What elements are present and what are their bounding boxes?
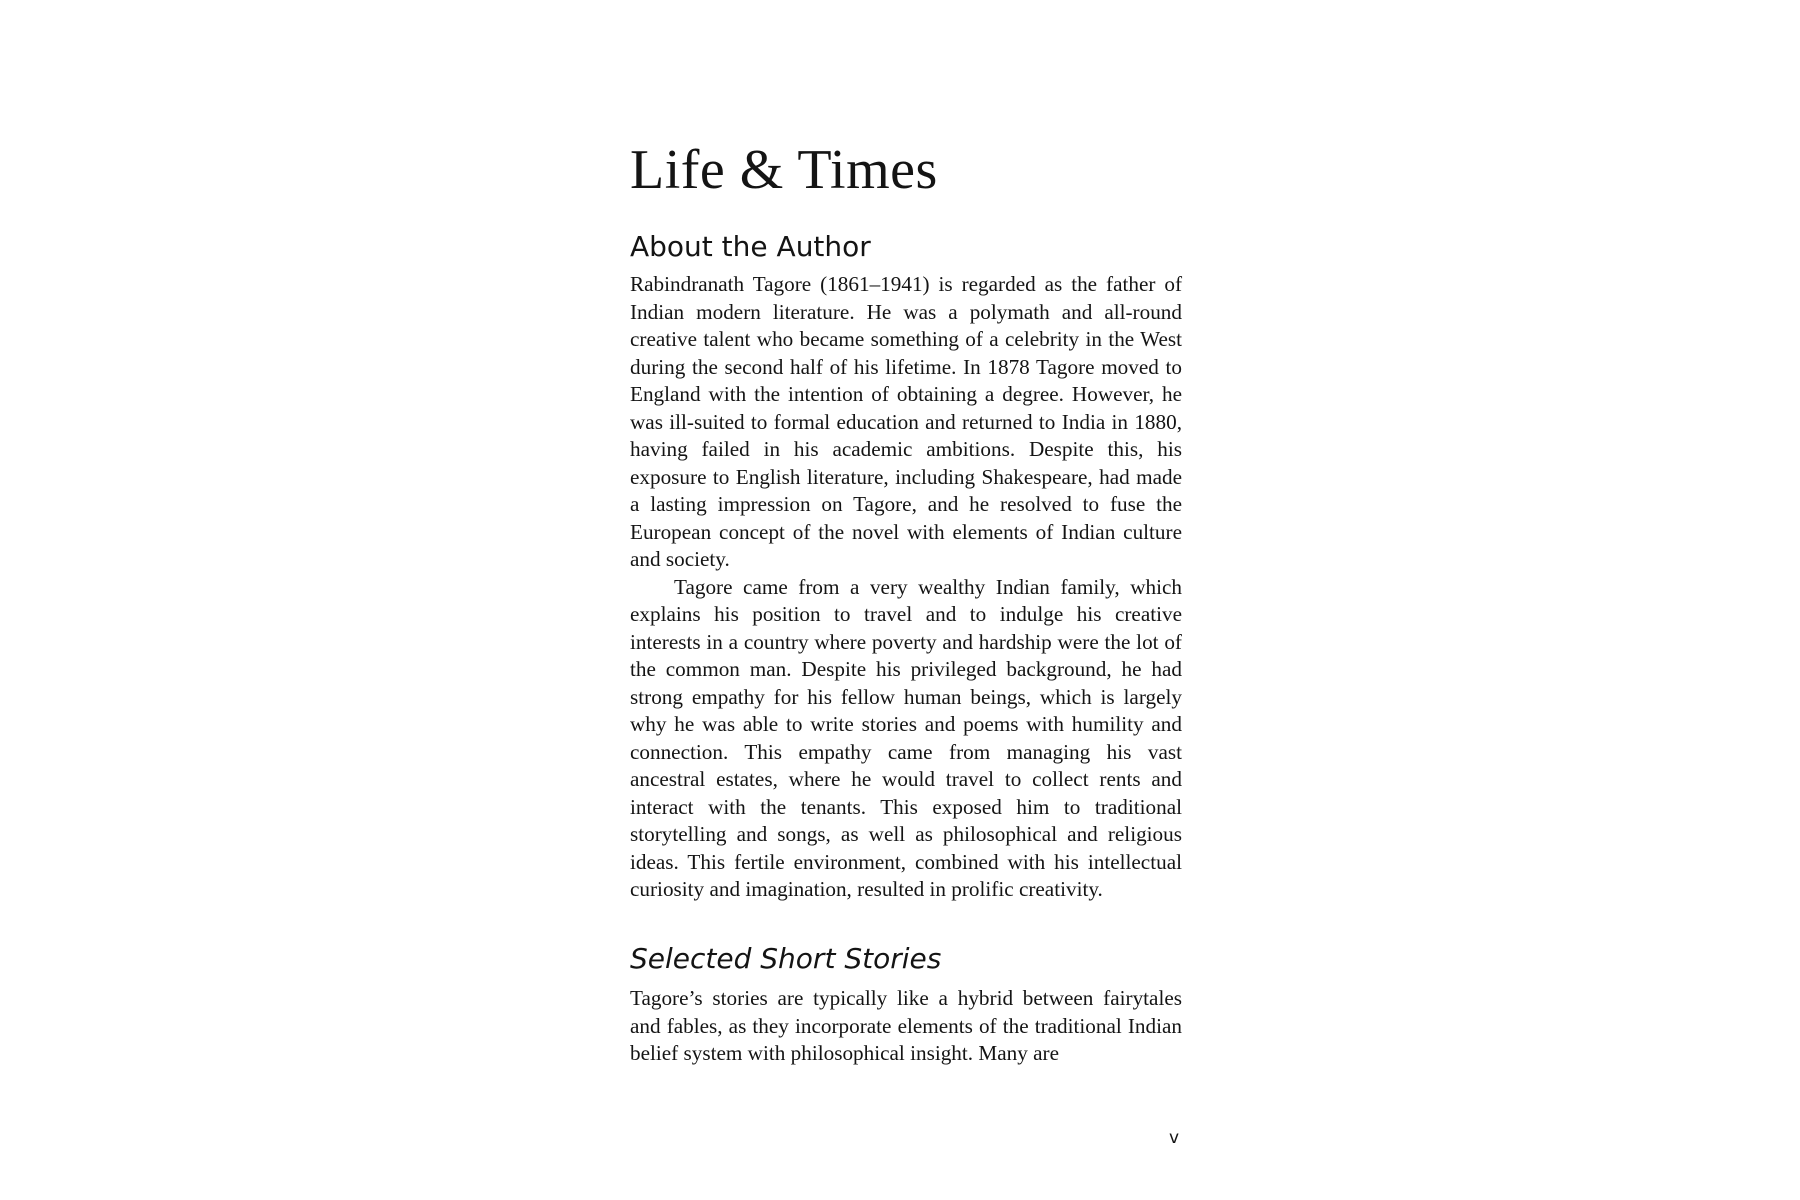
section-heading-about-author: About the Author <box>630 229 871 263</box>
paragraph-stories-1: Tagore’s stories are typically like a hybrid between fairytales and fables, as they incorporate elements of the traditional Indian belief system with philosophical insight. Many are <box>630 986 1182 1066</box>
section-heading-selected-stories: Selected Short Stories <box>630 941 942 975</box>
paragraph-author-2: Tagore came from a very wealthy Indian family, which explains his position to travel and to indulge his creative interests in a country where poverty and hardship were the lot of the common man. Despite his privileged background, he had strong empathy for his fellow human beings, which is largely why he was able to write stories and poems with humility and connection. This empathy came from managing his vast ancestral estates, where he would travel to collect rents and interact with the tenants. This exposed him to traditional storytelling and songs, as well as philosophical and religious ideas. This fertile environment, combined with his intellectual curiosity and imagination, resulted in prolific creativity. <box>630 574 1182 902</box>
page-title: Life & Times <box>630 139 938 201</box>
paragraph-author-1: Rabindranath Tagore (1861–1941) is regarded as the father of Indian modern literature. He was a polymath and all-round creative talent who became something of a celebrity in the West during the second half of his lifetime. In 1878 Tagore moved to England with the intention of obtaining a degree. However, he was ill-suited to formal education and returned to India in 1880, having failed in his academic ambitions. Despite this, his exposure to English literature, including Shakespeare, had made a lasting impression on Tagore, and he resolved to fuse the European concept of the novel with elements of Indian culture and society. <box>630 272 1182 572</box>
book-page <box>630 130 1182 1068</box>
page-number: v <box>1169 1128 1180 1148</box>
